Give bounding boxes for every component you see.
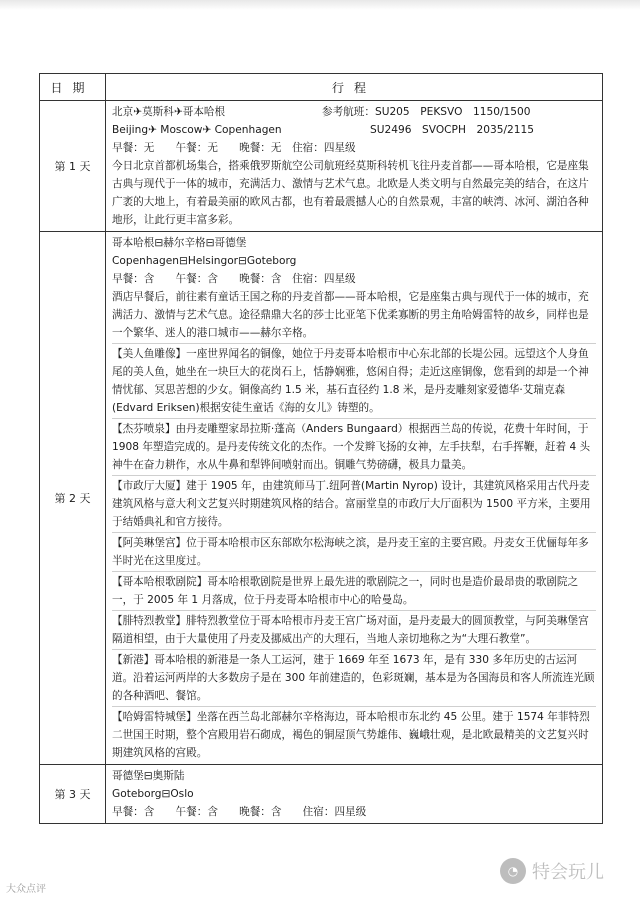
day-1-label: 第 1 天: [40, 101, 106, 232]
day-2-row: [40, 232, 603, 765]
day-3-route-cn: 哥德堡⊟奥斯陆: [112, 770, 185, 782]
city-hall-paragraph: 【市政厅大厦】建于 1905 年，由建筑师马丁.纽阿普(Martin Nyrop) 设计，其建筑风格采用古代丹麦建筑风格与意大利文艺复兴时期建筑风格的结合。富丽堂皇的市政厅大厅面积为 1500 平方米，主要用于结婚典礼和官方接待。: [112, 475, 596, 531]
day-1-flight-2: SU2496 SVOCPH 2035/2115: [370, 124, 534, 136]
day-1-content: [106, 101, 603, 232]
day-1-description: 今日北京首都机场集合，搭乘俄罗斯航空公司航班经莫斯科转机飞往丹麦首都——哥本哈根，它是座集古典与现代于一体的城市，充满活力、激情与艺术气息。北欧是人类文明与自然最完美的结合，在这片广袤的大地上，有着最美丽的欧风古都，也有着最震撼人心的自然景观，丰富的峡湾、冰河、湖泊各种地形，让此行更丰富多彩。: [112, 160, 589, 226]
nyhavn-paragraph: 【新港】哥本哈根的新港是一条人工运河，建于 1669 年至 1673 年，是有 330 多年历史的古运河道。沿着运河两岸的大多数房子是在 300 年前建造的，色彩斑斓，基本是为各国海员和客人所流连光顾的各种酒吧、餐馆。: [112, 649, 596, 705]
day-3-content: [106, 765, 603, 824]
marble-church-paragraph: 【腓特烈教堂】腓特烈教堂位于哥本哈根市丹麦王宫广场对面，是丹麦最大的圆顶教堂，与阿美琳堡宫隔道相望，由于大量使用了丹麦及挪威出产的大理石，当地人亲切地称之为“大理石教堂”。: [112, 610, 596, 648]
top-shadow: [0, 0, 640, 10]
opera-house-paragraph: 【哥本哈根歌剧院】哥本哈根歌剧院是世界上最先进的歌剧院之一，同时也是造价最昂贵的歌剧院之一，于 2005 年 1 月落成，位于丹麦哥本哈根市中心的哈曼岛。: [112, 571, 596, 609]
day-2-intro: 酒店早餐后，前往素有童话王国之称的丹麦首都——哥本哈根，它是座集古典与现代于一体的城市，充满活力、激情与艺术气息。途径鼎鼎大名的莎士比亚笔下优柔寡断的男主角哈姆雷特的故乡，同样也是一个繁华、迷人的港口城市——赫尔辛格。: [112, 291, 589, 339]
watermark-left: 大众点评: [6, 884, 46, 895]
day-3-route-en: Goteborg⊟Oslo: [112, 788, 194, 800]
day-2-meals: 早餐：含 午餐：含 晚餐：含 住宿：四星级: [112, 273, 356, 285]
day-2-route-en: Copenhagen⊟Helsingor⊟Goteborg: [112, 255, 297, 267]
day-1-route-en-line: [112, 121, 596, 139]
day-3-row: [40, 765, 603, 824]
day-2-content: [106, 232, 603, 765]
day-1-route-line: [112, 103, 596, 121]
wechat-icon: ◔: [500, 858, 526, 884]
day-3-meals: 早餐：含 午餐：含 晚餐：含 住宿：四星级: [112, 806, 367, 818]
itinerary-column-header: 行程: [106, 74, 603, 101]
watermark-right-text: 特会玩儿: [532, 862, 604, 883]
day-2-label: 第 2 天: [40, 232, 106, 765]
table-header-row: [40, 74, 603, 101]
watermark-right: [500, 858, 604, 884]
date-column-header: 日期: [40, 74, 106, 101]
day-1-route-en: Beijing✈ Moscow✈ Copenhagen: [112, 124, 282, 136]
kronborg-paragraph: 【哈姆雷特城堡】坐落在西兰岛北部赫尔辛格海边，哥本哈根市东北约 45 公里。建于 1574 年菲特烈二世国王时期，整个宫殿用岩石砌成，褐色的铜屋顶气势雄伟、巍峨壮观，是北欧最精美的文艺复兴时期建筑风格的宫殿。: [112, 706, 596, 762]
gefion-fountain-paragraph: 【杰芬喷泉】由丹麦雕塑家昂拉斯·蓬高（Anders Bungaard）根据西兰岛的传说，花费十年时间，于 1908 年塑造完成的。是丹麦传统文化的杰作。一个发辫飞扬的女神，左手扶犁，右手挥鞭，赶着 4 头神牛在奋力耕作，水从牛鼻和犁铧间喷射而出。铜雕气势磅礴，极具力量美。: [112, 418, 596, 474]
amalienborg-paragraph: 【阿美琳堡宫】位于哥本哈根市区东部欧尔松海峡之滨，是丹麦王室的主要宫殿。丹麦女王优俪每年多半时光在这里度过。: [112, 532, 596, 570]
day-2-route-cn: 哥本哈根⊟赫尔辛格⊟哥德堡: [112, 237, 247, 249]
day-1-meals: 早餐：无 午餐：无 晚餐：无 住宿：四星级: [112, 142, 356, 154]
day-1-route-cn: 北京✈莫斯科✈哥本哈根: [112, 106, 226, 118]
little-mermaid-paragraph: 【美人鱼雕像】一座世界闻名的铜像，她位于丹麦哥本哈根市中心东北部的长堤公园。远望这个人身鱼尾的美人鱼，她坐在一块巨大的花岗石上，恬静娴雅，悠闲自得；走近这座铜像，您看到的却是一个神情忧郁、冥思苦想的少女。铜像高约 1.5 米，基石直径约 1.8 米，是丹麦雕刻家爱德华·艾瑞克森(Edvard Eriksen)根据安徒生童话《海的女儿》铸塑的。: [112, 343, 596, 417]
itinerary-table: [39, 73, 603, 824]
day-3-label: 第 3 天: [40, 765, 106, 824]
day-1-row: [40, 101, 603, 232]
day-1-flight-1: 参考航班：SU205 PEKSVO 1150/1500: [322, 106, 531, 118]
